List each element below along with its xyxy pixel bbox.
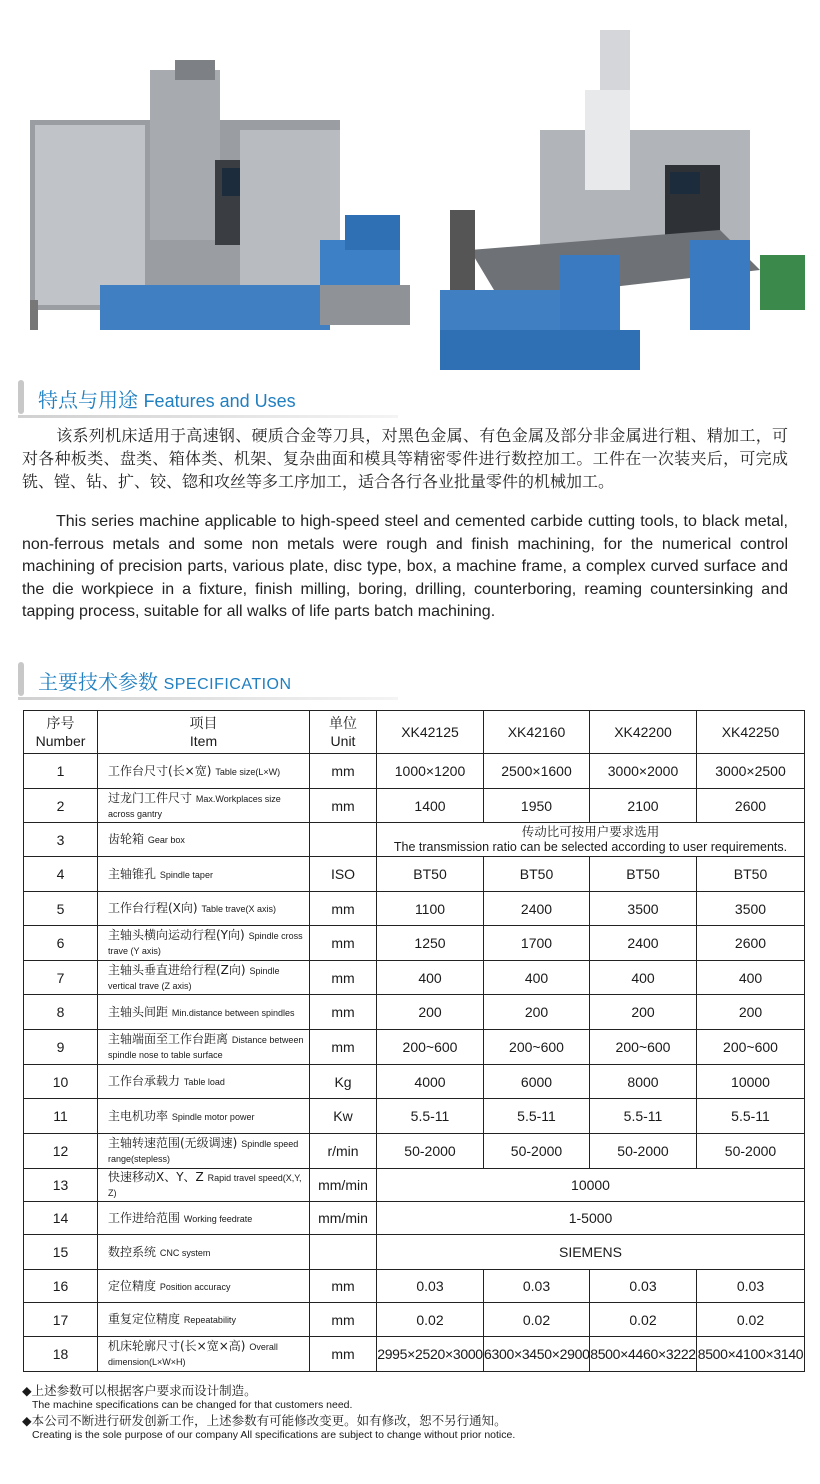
header-model: XK42250	[697, 711, 805, 754]
spec-table	[23, 710, 805, 1372]
row-value: BT50	[697, 857, 805, 892]
features-title-zh: 特点与用途	[38, 388, 138, 412]
row-number: 2	[24, 789, 98, 823]
item-en: Table load	[183, 1077, 225, 1087]
row-unit: mm	[310, 995, 377, 1030]
note-2-zh: ◆本公司不断进行研发创新工作，上述参数有可能修改变更。如有修改，恕不另行通知。	[22, 1413, 507, 1428]
item-zh: 过龙门工件尺寸	[108, 790, 193, 805]
row-item	[98, 789, 310, 823]
row-item	[98, 892, 310, 926]
row-value: 400	[590, 961, 697, 995]
features-title-en: Features and Uses	[143, 391, 296, 411]
item-en: Table size(L×W)	[215, 766, 281, 777]
row-unit: mm	[310, 961, 377, 995]
item-en: Working feedrate	[183, 1213, 253, 1224]
item-zh: 主轴端面至工作台距离	[108, 1032, 229, 1046]
row-unit: mm	[310, 1030, 377, 1065]
row-item	[98, 857, 310, 892]
item-en: Gear box	[147, 835, 185, 845]
row-item	[98, 1099, 310, 1134]
row-value: 1400	[377, 789, 484, 823]
row-unit	[310, 1235, 377, 1270]
note-1-zh: ◆上述参数可以根据客户要求而设计制造。	[22, 1383, 257, 1398]
item-zh: 主轴头垂直进给行程(Z向)	[108, 962, 246, 977]
row-value: 2600	[697, 789, 805, 823]
features-section-header	[18, 378, 418, 418]
row-number: 15	[24, 1235, 98, 1270]
row-value: 3000×2500	[697, 754, 805, 789]
table-row	[24, 926, 805, 961]
row-value: BT50	[484, 857, 590, 892]
row-value: 50-2000	[377, 1134, 484, 1169]
features-text-zh: 该系列机床适用于高速钢、硬质合金等刀具，对黑色金属、有色金属及部分非金属进行粗、精加工，可对各种板类、盘类、箱体类、机架、复杂曲面和模具等精密零件进行数控加工。工件在一次装夹后，可完成铣、镗、钻、扩、铰、锪和攻丝等多工序加工，适合各行各业批量零件的机械加工。	[22, 426, 788, 491]
machine-photos	[0, 0, 820, 375]
row-number: 12	[24, 1134, 98, 1169]
item-zh: 主轴锥孔	[108, 866, 157, 881]
row-value: 2400	[484, 892, 590, 926]
table-row	[24, 789, 805, 823]
table-row	[24, 754, 805, 789]
machine-photos-illustration	[0, 0, 820, 375]
row-number: 5	[24, 892, 98, 926]
row-number: 4	[24, 857, 98, 892]
row-value: 0.03	[697, 1270, 805, 1303]
row-merged-value: 1-5000	[377, 1202, 805, 1235]
row-item	[98, 754, 310, 789]
item-zh: 主轴转速范围(无级调速)	[108, 1136, 238, 1150]
item-zh: 主轴头横向运动行程(Y向)	[108, 928, 245, 942]
row-merged-value: 10000	[377, 1169, 805, 1202]
item-en: Table trave(X axis)	[201, 904, 277, 914]
row-number: 1	[24, 754, 98, 789]
row-value: 5.5-11	[590, 1099, 697, 1134]
spec-title-zh: 主要技术参数	[38, 670, 158, 694]
item-en: Distance between spindle nose to table surface	[108, 1035, 304, 1060]
item-en: CNC system	[159, 1247, 211, 1258]
features-paragraph-zh	[22, 424, 788, 493]
row-value: 200~600	[590, 1030, 697, 1065]
row-value: 200	[377, 995, 484, 1030]
header-unit: 单位 Unit	[310, 711, 377, 754]
spec-header-row	[24, 711, 805, 754]
row-value: 3500	[697, 892, 805, 926]
row-value: 0.03	[590, 1270, 697, 1303]
table-row	[24, 892, 805, 926]
row-value: 400	[377, 961, 484, 995]
row-unit: mm	[310, 754, 377, 789]
row-value: 200~600	[484, 1030, 590, 1065]
vertical-machining-center-image	[30, 60, 410, 330]
features-paragraph-en	[22, 511, 788, 624]
footnotes	[22, 1383, 802, 1443]
item-zh: 齿轮箱	[108, 832, 145, 846]
table-row	[24, 1235, 805, 1270]
note-2-en: Creating is the sole purpose of our company All specifications are subject to change without prior notice.	[32, 1429, 516, 1441]
row-unit: mm	[310, 789, 377, 823]
row-item	[98, 926, 310, 961]
spec-section-header	[18, 660, 418, 700]
row-number: 16	[24, 1270, 98, 1303]
row-unit: mm	[310, 926, 377, 961]
item-zh: 重复定位精度	[108, 1312, 181, 1326]
row-number: 9	[24, 1030, 98, 1065]
row-item	[98, 1270, 310, 1303]
table-row	[24, 961, 805, 995]
row-item	[98, 1337, 310, 1372]
row-unit: mm/min	[310, 1202, 377, 1235]
row-value: 6300×3450×2900	[484, 1337, 590, 1372]
row-value: 200~600	[377, 1030, 484, 1065]
row-unit: ISO	[310, 857, 377, 892]
features-title	[38, 384, 296, 413]
row-unit: mm	[310, 1337, 377, 1372]
row-value: 5.5-11	[377, 1099, 484, 1134]
spec-title-en: SPECIFICATION	[163, 676, 292, 693]
table-row	[24, 823, 805, 857]
row-value: 1700	[484, 926, 590, 961]
row-number: 11	[24, 1099, 98, 1134]
row-value: 2500×1600	[484, 754, 590, 789]
row-value: 3000×2000	[590, 754, 697, 789]
row-number: 8	[24, 995, 98, 1030]
table-row	[24, 1169, 805, 1202]
row-item	[98, 961, 310, 995]
row-value: 10000	[697, 1065, 805, 1099]
row-unit: mm	[310, 1303, 377, 1337]
section-underline	[18, 697, 398, 700]
row-value: 0.02	[377, 1303, 484, 1337]
table-row	[24, 1337, 805, 1372]
row-value: 200	[697, 995, 805, 1030]
item-zh: 数控系统	[108, 1244, 157, 1259]
row-merged-value: SIEMENS	[377, 1235, 805, 1270]
spec-title	[38, 666, 292, 695]
note-1-en: The machine specifications can be changed for that customers need.	[32, 1399, 353, 1411]
row-unit: mm	[310, 1270, 377, 1303]
item-en: Max.Workplaces size across gantry	[108, 793, 281, 819]
table-row	[24, 1030, 805, 1065]
header-model: XK42125	[377, 711, 484, 754]
row-value: 5.5-11	[697, 1099, 805, 1134]
row-value: 0.02	[484, 1303, 590, 1337]
section-accent-bar	[18, 380, 24, 414]
row-item	[98, 1030, 310, 1065]
row-value: 2400	[590, 926, 697, 961]
row-value: BT50	[377, 857, 484, 892]
row-value: 200	[590, 995, 697, 1030]
item-zh: 工作台承载力	[108, 1074, 181, 1088]
table-row	[24, 995, 805, 1030]
row-value: 3500	[590, 892, 697, 926]
row-value: 6000	[484, 1065, 590, 1099]
row-value: 50-2000	[697, 1134, 805, 1169]
row-number: 7	[24, 961, 98, 995]
item-en: Rapid travel speed(X,Y, Z)	[108, 1173, 302, 1198]
row-unit: r/min	[310, 1134, 377, 1169]
row-unit: Kw	[310, 1099, 377, 1134]
row-item	[98, 1202, 310, 1235]
row-number: 3	[24, 823, 98, 857]
row-item	[98, 1235, 310, 1270]
item-en: Overall dimension(L×W×H)	[108, 1342, 278, 1367]
row-value: 400	[697, 961, 805, 995]
item-zh: 工作台尺寸(长×宽)	[108, 763, 212, 778]
row-item	[98, 995, 310, 1030]
row-unit: mm/min	[310, 1169, 377, 1202]
row-number: 10	[24, 1065, 98, 1099]
table-row	[24, 1134, 805, 1169]
row-value: 50-2000	[484, 1134, 590, 1169]
features-text-en: This series machine applicable to high-speed steel and cemented carbide cutting tools, to black metal, non-ferrous metals and some non metals were rough and finish machining, for the numerical control machining of precision parts, various plate, disc type, box, a machine frame, a complex curved surface and the die workpiece in a fixture, finish milling, boring, drilling, counterboring, reaming countersinking and tapping process, suitable for all walks of life parts batch machining.	[22, 513, 788, 620]
header-number: 序号 Number	[24, 711, 98, 754]
table-row	[24, 1270, 805, 1303]
row-item	[98, 1169, 310, 1202]
row-number: 18	[24, 1337, 98, 1372]
row-number: 17	[24, 1303, 98, 1337]
table-row	[24, 1065, 805, 1099]
item-zh: 工作进给范围	[108, 1210, 181, 1225]
row-merged-value: 传动比可按用户要求选用 The transmission ratio can be selected according to user requirements.	[377, 823, 805, 857]
row-unit	[310, 823, 377, 857]
row-value: 5.5-11	[484, 1099, 590, 1134]
item-en: Repeatability	[183, 1315, 236, 1325]
row-item	[98, 1065, 310, 1099]
item-en: Min.distance between spindles	[171, 1007, 295, 1018]
row-value: 0.02	[697, 1303, 805, 1337]
table-row	[24, 1099, 805, 1134]
header-model: XK42160	[484, 711, 590, 754]
row-value: 50-2000	[590, 1134, 697, 1169]
row-item	[98, 1303, 310, 1337]
row-value: BT50	[590, 857, 697, 892]
item-en: Spindle motor power	[171, 1111, 255, 1122]
row-value: 0.03	[377, 1270, 484, 1303]
item-zh: 工作台行程(X向)	[108, 901, 198, 915]
row-value: 8500×4100×3140	[697, 1337, 805, 1372]
row-value: 0.02	[590, 1303, 697, 1337]
section-accent-bar	[18, 662, 24, 696]
item-zh: 主轴头间距	[108, 1004, 169, 1019]
row-number: 13	[24, 1169, 98, 1202]
row-value: 2100	[590, 789, 697, 823]
item-zh: 快速移动X、Y、Z	[108, 1170, 204, 1184]
row-value: 1100	[377, 892, 484, 926]
row-value: 200~600	[697, 1030, 805, 1065]
gantry-machining-center-image	[440, 30, 805, 370]
item-en: Spindle taper	[159, 869, 213, 880]
row-value: 200	[484, 995, 590, 1030]
row-value: 2995×2520×3000	[377, 1337, 484, 1372]
item-en: Spindle cross trave (Y axis)	[108, 931, 303, 956]
table-row	[24, 857, 805, 892]
row-unit: Kg	[310, 1065, 377, 1099]
row-value: 2600	[697, 926, 805, 961]
row-number: 14	[24, 1202, 98, 1235]
item-en: Spindle vertical trave (Z axis)	[108, 965, 280, 991]
item-en: Spindle speed range(stepless)	[108, 1139, 299, 1164]
row-unit: mm	[310, 892, 377, 926]
item-zh: 机床轮廓尺寸(长×宽×高)	[108, 1339, 246, 1353]
row-value: 0.03	[484, 1270, 590, 1303]
row-value: 1250	[377, 926, 484, 961]
header-item: 项目 Item	[98, 711, 310, 754]
table-row	[24, 1202, 805, 1235]
item-zh: 主电机功率	[108, 1108, 169, 1123]
header-model: XK42200	[590, 711, 697, 754]
row-item	[98, 1134, 310, 1169]
row-value: 8500×4460×3222	[590, 1337, 697, 1372]
section-underline	[18, 415, 398, 418]
row-number: 6	[24, 926, 98, 961]
item-zh: 定位精度	[108, 1278, 157, 1293]
row-value: 400	[484, 961, 590, 995]
table-row	[24, 1303, 805, 1337]
item-en: Position accuracy	[159, 1281, 231, 1292]
row-value: 1950	[484, 789, 590, 823]
row-item	[98, 823, 310, 857]
row-value: 4000	[377, 1065, 484, 1099]
row-value: 8000	[590, 1065, 697, 1099]
row-value: 1000×1200	[377, 754, 484, 789]
